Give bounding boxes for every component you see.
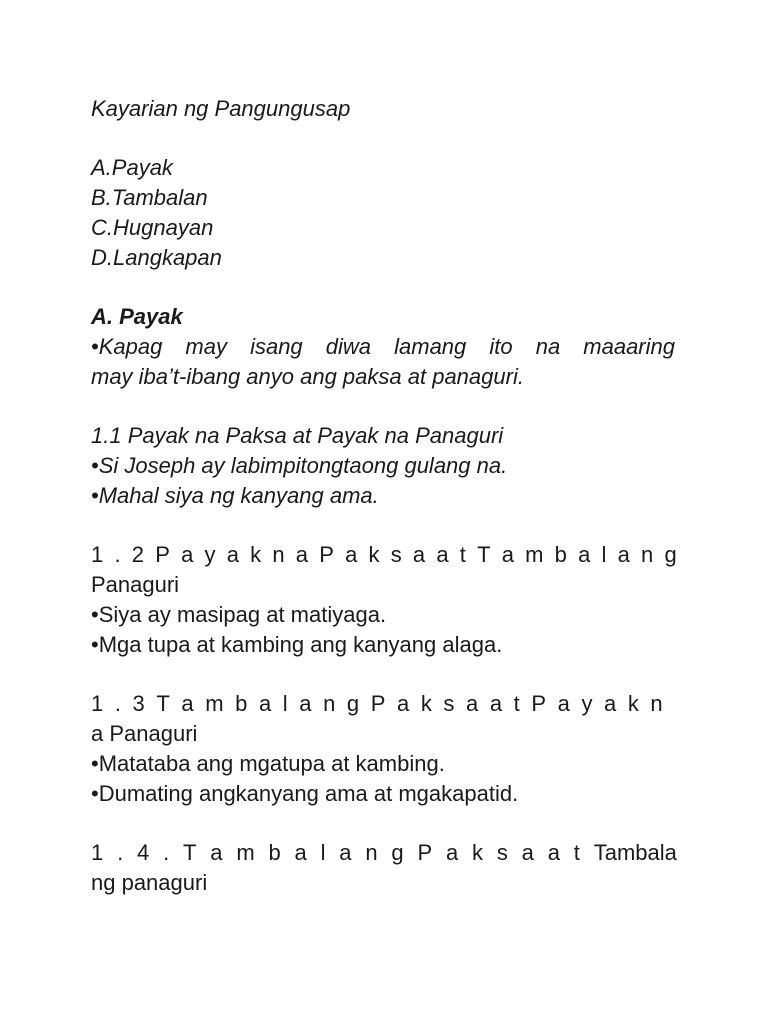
heading-token: y — [204, 542, 216, 567]
heading-token: 1 — [91, 542, 104, 567]
heading-token: 3 — [132, 691, 145, 716]
heading-token: k — [472, 840, 484, 865]
heading-token: T — [477, 542, 491, 567]
heading-token: t — [573, 840, 580, 865]
heading-token: a — [436, 542, 449, 567]
heading-token: . — [163, 840, 170, 865]
heading-token: a — [578, 542, 591, 567]
heading-token: T — [156, 691, 170, 716]
heading-token: P — [417, 840, 433, 865]
sub-1-1-example-1: •Si Joseph ay labimpitongtaong gulang na. — [91, 453, 508, 478]
sub-1-3-heading-cont: a Panaguri — [91, 721, 198, 746]
heading-token: a — [547, 840, 560, 865]
heading-token: a — [294, 840, 307, 865]
heading-token: a — [226, 542, 239, 567]
heading-token: k — [250, 542, 262, 567]
heading-token: g — [346, 691, 360, 716]
heading-token: s — [390, 542, 402, 567]
section-a-desc-line2: may iba’t-ibang anyo ang paksa at panaguri. — [91, 364, 524, 389]
section-a-heading: A. Payak — [91, 304, 183, 329]
type-item-d: D.Langkapan — [91, 245, 222, 270]
type-item-c: C.Hugnayan — [91, 215, 214, 240]
heading-token: P — [155, 542, 170, 567]
heading-token: a — [617, 542, 630, 567]
heading-token: l — [320, 840, 326, 865]
heading-token: m — [525, 542, 544, 567]
heading-token: n — [272, 542, 285, 567]
sub-1-4-heading — [91, 838, 677, 868]
heading-token: a — [489, 691, 503, 716]
heading-token: a — [501, 542, 514, 567]
heading-token: 1 — [91, 691, 104, 716]
document-title: Kayarian ng Pangungusap — [91, 96, 351, 121]
heading-token: b — [235, 691, 248, 716]
heading-token: t — [513, 691, 520, 716]
heading-token: T — [183, 840, 197, 865]
heading-token: a — [397, 691, 410, 716]
sub-1-2-example-2: •Mga tupa at kambing ang kanyang alaga. — [91, 632, 503, 657]
heading-token: t — [459, 542, 466, 567]
sub-1-2-heading — [91, 540, 677, 570]
heading-token: a — [412, 542, 426, 567]
heading-token: m — [236, 840, 255, 865]
heading-token: . — [114, 691, 121, 716]
heading-token: . — [114, 542, 121, 567]
heading-token: n — [641, 542, 654, 567]
heading-token: 4 — [137, 840, 150, 865]
heading-token: P — [319, 542, 334, 567]
section-a-desc-line1: •Kapag may isang diwa lamang ito na maaaring — [91, 334, 675, 359]
sub-1-3-example-2: •Dumating angkanyang ama at mgakapatid. — [91, 781, 519, 806]
heading-token: a — [299, 691, 312, 716]
heading-token: m — [205, 691, 224, 716]
heading-token: a — [339, 840, 352, 865]
heading-token: g — [391, 840, 404, 865]
heading-token: k — [368, 542, 380, 567]
heading-token: b — [268, 840, 281, 865]
heading-token: a — [210, 840, 223, 865]
heading-token: a — [521, 840, 534, 865]
heading-token: a — [465, 691, 479, 716]
heading-token: a — [181, 542, 194, 567]
heading-token: a — [445, 840, 459, 865]
sub-1-1-example-2: •Mahal siya ng kanyang ama. — [91, 483, 379, 508]
heading-token: a — [181, 691, 194, 716]
heading-token: b — [554, 542, 567, 567]
heading-token: 2 — [131, 542, 144, 567]
heading-token: a — [604, 691, 617, 716]
heading-token: l — [601, 542, 607, 567]
heading-token: s — [443, 691, 455, 716]
heading-token: a — [295, 542, 308, 567]
heading-token: 1 — [91, 840, 104, 865]
heading-token: y — [581, 691, 593, 716]
sub-1-4-heading-cont: ng panaguri — [91, 870, 208, 895]
heading-token: . — [117, 840, 124, 865]
sub-1-3-example-1: •Matataba ang mgatupa at kambing. — [91, 751, 445, 776]
heading-token: a — [258, 691, 272, 716]
heading-token: k — [420, 691, 432, 716]
type-item-a: A.Payak — [91, 155, 173, 180]
sub-1-2-example-1: •Siya ay masipag at matiyaga. — [91, 602, 387, 627]
heading-token: n — [650, 691, 663, 716]
sub-1-1-heading: 1.1 Payak na Paksa at Payak na Panaguri — [91, 423, 504, 448]
heading-token: Tambala — [593, 840, 677, 865]
heading-token: n — [365, 840, 378, 865]
heading-token: k — [627, 691, 639, 716]
heading-token: s — [496, 840, 508, 865]
heading-token: a — [557, 691, 570, 716]
sub-1-2-heading-cont: Panaguri — [91, 572, 180, 597]
heading-token: P — [531, 691, 547, 716]
heading-token: n — [323, 691, 336, 716]
heading-token: g — [664, 542, 677, 567]
heading-token: P — [370, 691, 386, 716]
heading-token: l — [282, 691, 288, 716]
heading-token: a — [345, 542, 358, 567]
type-item-b: B.Tambalan — [91, 185, 208, 210]
sub-1-3-heading — [91, 689, 663, 719]
